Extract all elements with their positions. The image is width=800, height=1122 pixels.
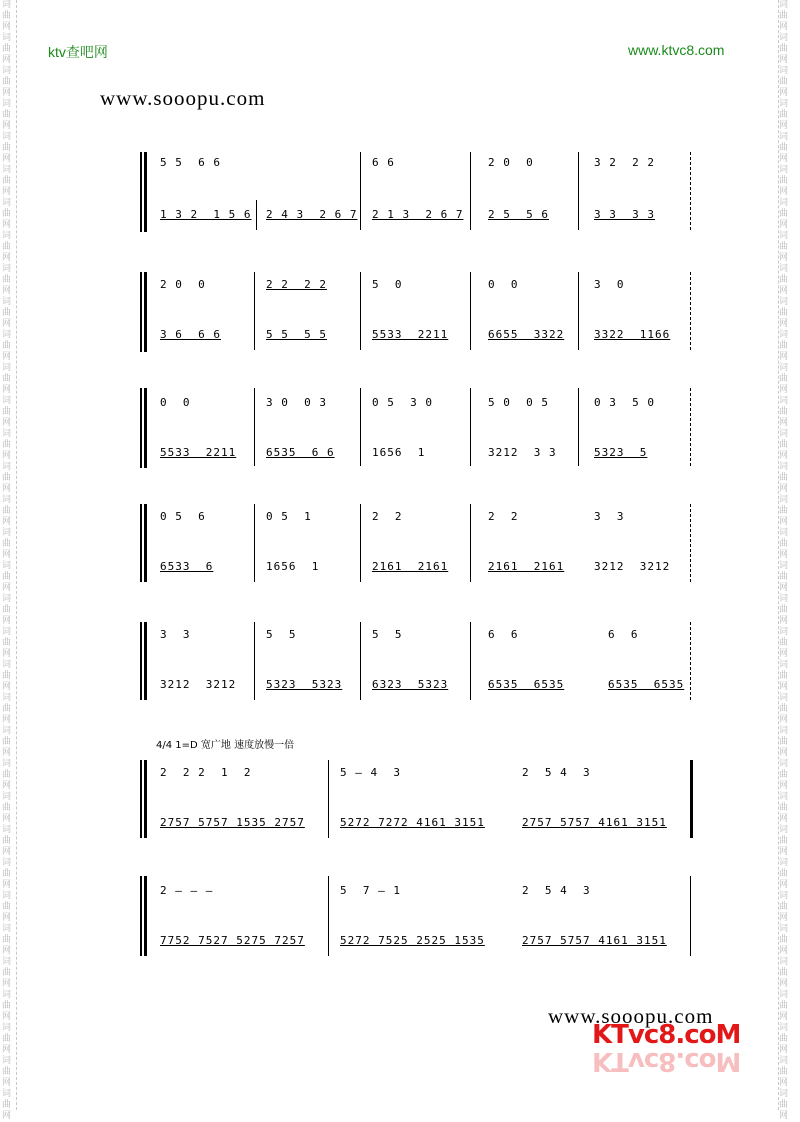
measure: 3322 1166 bbox=[594, 328, 671, 341]
measure: 5533 2211 bbox=[372, 328, 449, 341]
measure: 2 5 4 3 bbox=[522, 766, 591, 779]
measure: 2 2 bbox=[372, 510, 403, 523]
measure: 2161 2161 bbox=[488, 560, 565, 573]
barline bbox=[690, 622, 691, 700]
measure: 5 0 0 5 bbox=[488, 396, 549, 409]
barline bbox=[360, 152, 361, 230]
barline bbox=[254, 622, 255, 700]
measure: 5 5 bbox=[266, 628, 297, 641]
measure: 3212 3 3 bbox=[488, 446, 557, 459]
barline bbox=[328, 760, 329, 838]
tempo-marking: 4/4 1=D 宽广地 速度放慢一倍 bbox=[156, 740, 295, 751]
barline bbox=[328, 876, 329, 956]
measure: 3212 3212 bbox=[160, 678, 237, 691]
measure: 1656 1 bbox=[266, 560, 320, 573]
barline bbox=[360, 388, 361, 466]
measure: 2 5 5 6 bbox=[488, 208, 549, 221]
barline bbox=[254, 504, 255, 582]
measure: 0 3 5 0 bbox=[594, 396, 655, 409]
measure: 5533 2211 bbox=[160, 446, 237, 459]
measure: 2 0 0 bbox=[160, 278, 206, 291]
measure: 6 6 bbox=[488, 628, 519, 641]
barline bbox=[690, 876, 691, 956]
measure: 6 6 bbox=[608, 628, 639, 641]
ktvc8-logo: KTvc8.coM bbox=[592, 1020, 741, 1050]
measure: 6323 5323 bbox=[372, 678, 449, 691]
measure: 0 5 3 0 bbox=[372, 396, 433, 409]
site-url-bottom: www.sooopu.com bbox=[548, 1004, 714, 1028]
barline bbox=[690, 272, 691, 350]
barline bbox=[360, 622, 361, 700]
barline bbox=[470, 622, 471, 700]
measure: 5272 7525 2525 1535 bbox=[340, 934, 485, 947]
measure: 3 3 bbox=[594, 510, 625, 523]
upper-staff bbox=[142, 272, 697, 297]
measure: 2 2 2 2 bbox=[266, 278, 327, 291]
barline bbox=[578, 388, 579, 466]
measure: 3 3 3 3 bbox=[594, 208, 655, 221]
measure: 3 0 0 3 bbox=[266, 396, 327, 409]
barline bbox=[254, 272, 255, 350]
measure: 2 5 4 3 bbox=[522, 884, 591, 897]
watermark-right: 词曲网词曲网词曲网词曲网词曲网词曲网词曲网词曲网词曲网词曲网词曲网词曲网词曲网词曲网词曲网词曲网词曲网词曲网词曲网词曲网词曲网词曲网词曲网词曲网词曲网词曲网词曲网词曲网词曲网词曲网词曲网词曲网词曲网词曲网 bbox=[779, 0, 789, 1121]
measure: 2 4 3 2 6 7 bbox=[266, 208, 358, 221]
measure: 2 2 2 1 2 bbox=[160, 766, 252, 779]
measure: 3 2 2 2 bbox=[594, 156, 655, 169]
barline bbox=[578, 152, 579, 230]
barline bbox=[690, 152, 691, 230]
measure: 2 — — — bbox=[160, 884, 214, 897]
header-site-name[interactable]: ktv查吧网 bbox=[48, 44, 108, 60]
measure: 7752 7527 5275 7257 bbox=[160, 934, 305, 947]
measure: 3 0 bbox=[594, 278, 625, 291]
measure: 5 7 — 1 bbox=[340, 884, 401, 897]
measure: 3212 3212 bbox=[594, 560, 671, 573]
lower-staff bbox=[142, 440, 697, 468]
barline bbox=[256, 200, 257, 230]
measure: 5323 5 bbox=[594, 446, 648, 459]
lower-staff bbox=[142, 928, 697, 956]
lower-staff bbox=[142, 810, 697, 838]
barline bbox=[690, 388, 691, 466]
upper-staff bbox=[142, 152, 697, 177]
barline bbox=[470, 504, 471, 582]
measure: 3 3 bbox=[160, 628, 191, 641]
site-url-top: www.sooopu.com bbox=[100, 86, 266, 110]
upper-staff bbox=[142, 504, 697, 529]
measure: 1 3 2 1 5 6 bbox=[160, 208, 252, 221]
measure: 2 1 3 2 6 7 bbox=[372, 208, 464, 221]
barline bbox=[470, 388, 471, 466]
watermark-left: 词曲网词曲网词曲网词曲网词曲网词曲网词曲网词曲网词曲网词曲网词曲网词曲网词曲网词曲网词曲网词曲网词曲网词曲网词曲网词曲网词曲网词曲网词曲网词曲网词曲网词曲网词曲网词曲网词曲网词曲网词曲网词曲网词曲网词曲网 bbox=[2, 0, 12, 1121]
measure: 5 — 4 3 bbox=[340, 766, 401, 779]
measure: 5 5 6 6 bbox=[160, 156, 221, 169]
measure: 3 6 6 6 bbox=[160, 328, 221, 341]
measure: 5 5 bbox=[372, 628, 403, 641]
logo-reflection: KTvc8.coM bbox=[592, 1046, 741, 1076]
measure: 2757 5757 4161 3151 bbox=[522, 816, 667, 829]
barline bbox=[470, 272, 471, 350]
upper-staff bbox=[142, 876, 697, 901]
measure: 5 5 5 5 bbox=[266, 328, 327, 341]
barline bbox=[360, 272, 361, 350]
measure: 0 5 6 bbox=[160, 510, 206, 523]
measure: 0 5 1 bbox=[266, 510, 312, 523]
barline bbox=[690, 760, 693, 838]
barline bbox=[690, 504, 691, 582]
lower-staff bbox=[142, 202, 697, 230]
measure: 6535 6535 bbox=[488, 678, 565, 691]
measure: 2757 5757 4161 3151 bbox=[522, 934, 667, 947]
measure: 6655 3322 bbox=[488, 328, 565, 341]
measure: 6535 6535 bbox=[608, 678, 685, 691]
lower-staff bbox=[142, 672, 697, 700]
barline bbox=[254, 388, 255, 466]
lower-staff bbox=[142, 322, 697, 350]
barline bbox=[578, 272, 579, 350]
measure: 2161 2161 bbox=[372, 560, 449, 573]
margin-line-right bbox=[778, 0, 779, 1110]
measure: 2757 5757 1535 2757 bbox=[160, 816, 305, 829]
barline bbox=[470, 152, 471, 230]
upper-staff bbox=[142, 760, 697, 785]
measure: 6 6 bbox=[372, 156, 395, 169]
margin-line-left bbox=[16, 0, 17, 1110]
lower-staff bbox=[142, 554, 697, 582]
measure: 5323 5323 bbox=[266, 678, 343, 691]
measure: 5272 7272 4161 3151 bbox=[340, 816, 485, 829]
barline bbox=[360, 504, 361, 582]
measure: 6535 6 6 bbox=[266, 446, 335, 459]
header-site-url[interactable]: www.ktvc8.com bbox=[628, 42, 725, 58]
measure: 6533 6 bbox=[160, 560, 214, 573]
measure: 2 2 bbox=[488, 510, 519, 523]
measure: 0 0 bbox=[160, 396, 191, 409]
measure: 0 0 bbox=[488, 278, 519, 291]
measure: 2 0 0 bbox=[488, 156, 534, 169]
upper-staff bbox=[142, 388, 697, 413]
upper-staff bbox=[142, 622, 697, 647]
measure: 5 0 bbox=[372, 278, 403, 291]
measure: 1656 1 bbox=[372, 446, 426, 459]
